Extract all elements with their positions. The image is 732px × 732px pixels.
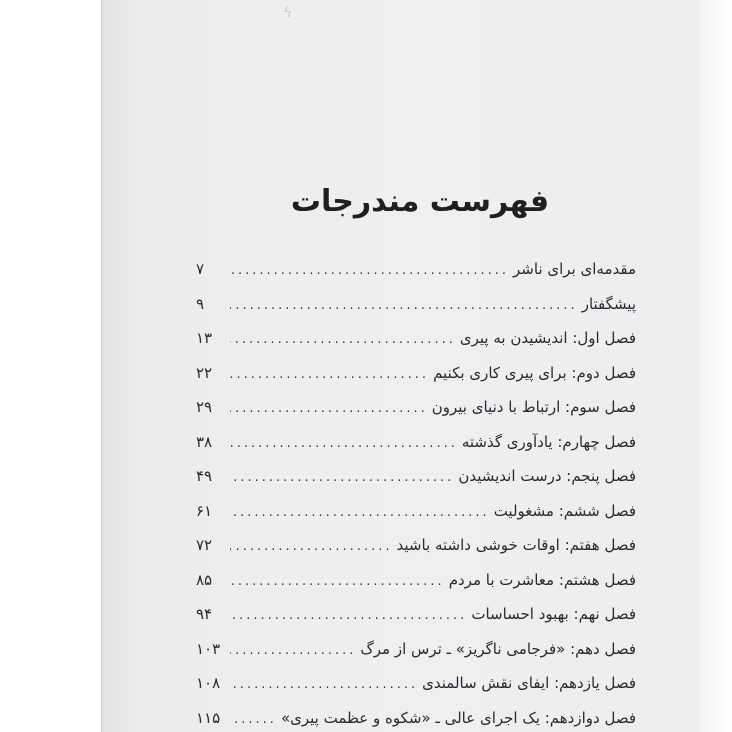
toc-entry xyxy=(196,563,636,598)
toc-entry-label: فصل پنجم: درست اندیشیدن xyxy=(458,467,636,485)
toc-entry xyxy=(196,494,636,529)
toc-leader-dots xyxy=(230,634,356,669)
toc-entry-label: فصل دهم: «فرجامی ناگریز» ـ ترس از مرگ xyxy=(360,639,636,658)
paper-mark-icon: ϟ xyxy=(283,5,293,21)
toc-entry-page: ۱۳ xyxy=(196,329,213,347)
toc-leader-dots xyxy=(230,427,458,462)
toc-entry-page: ۱۰۳ xyxy=(196,639,221,658)
toc-entry-label: فصل دوم: برای پیری کاری بکنیم xyxy=(433,363,636,382)
toc-entry-page: ۳۸ xyxy=(196,432,213,451)
toc-entry-page: ۷ xyxy=(196,260,205,278)
toc-entry xyxy=(196,666,636,701)
page-edge xyxy=(700,0,732,732)
toc-entry-label: فصل ششم: مشغولیت xyxy=(493,501,636,520)
toc-leader-dots xyxy=(230,392,428,427)
toc-entry xyxy=(196,701,636,732)
toc-entry xyxy=(196,390,636,425)
toc-entry-page: ۸۵ xyxy=(196,570,213,589)
toc-entry-page: ۴۹ xyxy=(196,467,213,485)
toc-leader-dots xyxy=(230,530,392,565)
toc-entry-page: ۷۲ xyxy=(196,536,213,554)
toc-entry-page: ۶۱ xyxy=(196,501,213,520)
toc-entry xyxy=(196,632,636,667)
toc-leader-dots xyxy=(230,496,490,531)
toc-entry-page: ۱۰۸ xyxy=(196,674,221,692)
toc-entry xyxy=(196,356,636,391)
toc-leader-dots xyxy=(230,289,578,324)
toc-entry-page: ۱۱۵ xyxy=(196,708,221,727)
toc-leader-dots xyxy=(230,599,467,634)
toc-entry-label: فصل هشتم: معاشرت با مردم xyxy=(448,570,636,589)
toc-entry-label: پیشگفتار xyxy=(581,294,636,313)
toc-entry-page: ۹۴ xyxy=(196,605,213,623)
toc-entry-page: ۹ xyxy=(196,294,205,313)
toc-leader-dots xyxy=(230,703,277,732)
toc-leader-dots xyxy=(230,668,418,703)
toc-entry xyxy=(196,287,636,322)
toc-entry-label: فصل دوازدهم: یک اجرای عالی ـ «شکوه و عظمت پیری» xyxy=(280,708,636,727)
toc-entry-label: فصل سوم: ارتباط با دنیای بیرون xyxy=(431,398,636,416)
toc-leader-dots xyxy=(230,323,456,358)
toc-entry xyxy=(196,597,636,632)
toc-entry-label: فصل نهم: بهبود احساسات xyxy=(471,605,636,623)
toc-leader-dots xyxy=(230,565,445,600)
toc-entry-label: فصل هفتم: اوقات خوشی داشته باشید xyxy=(396,536,636,554)
toc-title: فهرست مندرجات xyxy=(290,184,550,219)
toc-entry xyxy=(196,252,636,287)
toc-leader-dots xyxy=(230,461,454,496)
toc-entry-label: فصل چهارم: یادآوری گذشته xyxy=(461,432,636,451)
toc-leader-dots xyxy=(230,254,509,289)
toc-entry xyxy=(196,321,636,356)
toc-entry-label: فصل اول: اندیشیدن به پیری xyxy=(459,329,636,347)
toc-entry xyxy=(196,425,636,460)
toc-entry-page: ۲۲ xyxy=(196,363,213,382)
toc-entry-page: ۲۹ xyxy=(196,398,213,416)
toc-list xyxy=(196,252,636,732)
toc-entry-label: مقدمه‌ای برای ناشر xyxy=(513,260,636,278)
toc-entry xyxy=(196,459,636,494)
toc-leader-dots xyxy=(230,358,429,393)
toc-entry xyxy=(196,528,636,563)
toc-entry-label: فصل یازدهم: ایفای نقش سالمندی xyxy=(422,674,636,692)
